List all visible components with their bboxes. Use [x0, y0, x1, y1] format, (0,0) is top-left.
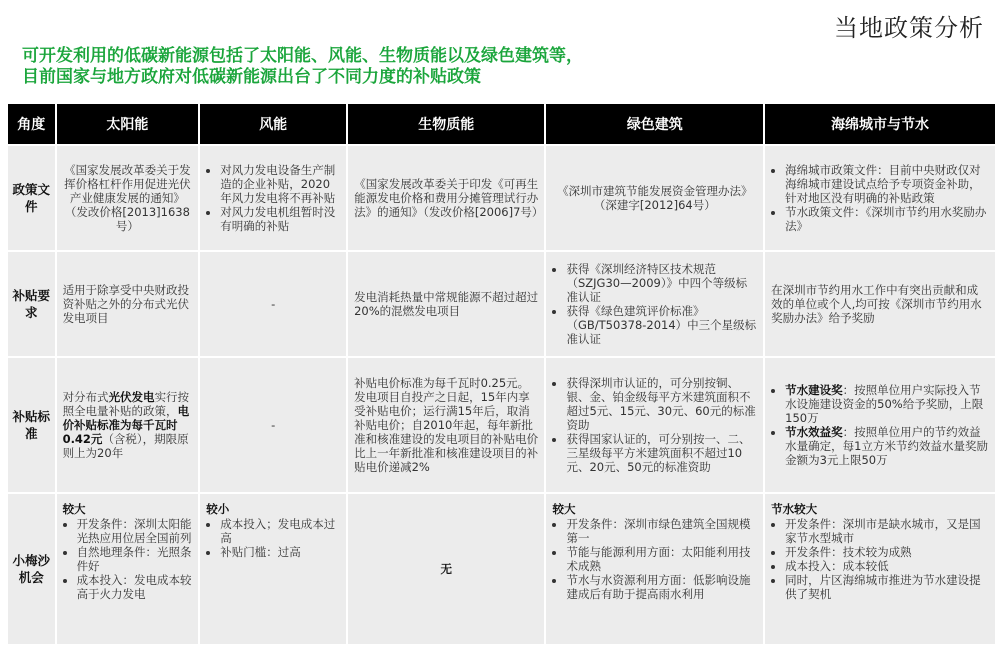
list [63, 517, 193, 601]
header-biomass: 生物质能 [348, 104, 544, 144]
table-row [8, 252, 995, 356]
row-label-opportunity: 小梅沙机会 [8, 494, 55, 644]
list-item: • 开发条件：深圳市是缺水城市，又是国家节水型城市 [785, 517, 989, 545]
cell-req-biomass: 发电消耗热量中常规能源不超过超过20%的混燃发电项目 [348, 252, 544, 356]
opportunity-level: 较小 [206, 502, 230, 516]
header-angle: 角度 [8, 104, 55, 144]
list-item: • 获得深圳市认证的，可分别按铜、银、金、铂金级每平方米建筑面积不超过5元、15元、30元、60元的标准资助 [566, 376, 757, 432]
cell-opp-solar [57, 494, 199, 644]
text-emphasis: 节水建设奖 [785, 383, 843, 397]
list-item: • 补贴门槛：过高 [220, 545, 340, 559]
list [771, 517, 989, 601]
text-emphasis: 节水效益奖 [785, 425, 843, 439]
table-header-row [8, 104, 995, 144]
cell-req-green [546, 252, 763, 356]
cell-policy-solar: 《国家发展改革委关于发挥价格杠杆作用促进光伏产业健康发展的通知》（发改价格[2013]1638号） [57, 146, 199, 250]
list-item: • 海绵城市政策文件：目前中央财政仅对海绵城市建设试点给予专项资金补助，针对地区没有明确的补贴政策 [785, 163, 989, 205]
cell-opp-sponge [765, 494, 995, 644]
cell-std-sponge [765, 358, 995, 492]
cell-std-solar [57, 358, 199, 492]
text-emphasis: 光伏发电 [108, 390, 155, 404]
cell-policy-sponge [765, 146, 995, 250]
list-item: • 成本投入：发电成本较高于火力发电 [77, 573, 193, 601]
list-item: • 开发条件：技术较为成熟 [785, 545, 989, 559]
text-part: ：按照单位用户的节约效益水量确定，每1立方米节约效益水量奖励金额为3元上限50万 [785, 425, 988, 467]
cell-opp-biomass: 无 [348, 494, 544, 644]
header-green-building: 绿色建筑 [546, 104, 763, 144]
list-item: • 获得《绿色建筑评价标准》（GB/T50378-2014）中三个星级标准认证 [566, 304, 757, 346]
list-item: • 对风力发电机组暂时没有明确的补贴 [220, 205, 340, 233]
headline [22, 46, 922, 88]
header-wind: 风能 [200, 104, 346, 144]
list-item: • 开发条件：深圳市绿色建筑全国规模第一 [566, 517, 757, 545]
list-item: • 同时，片区海绵城市推进为节水建设提供了契机 [785, 573, 989, 601]
text-part: 实行按照全电量补贴的政策， [62, 390, 190, 418]
headline-line-1: 可开发利用的低碳新能源包括了太阳能、风能、生物质能以及绿色建筑等， [22, 46, 583, 66]
cell-policy-wind [200, 146, 346, 250]
table-row [8, 358, 995, 492]
row-label-standards: 补贴标准 [8, 358, 55, 492]
list [206, 517, 340, 559]
cell-std-biomass: 补贴电价标准为每千瓦时0.25元。发电项目自投产之日起，15年内享受补贴电价；运行满15年后，取消补贴电价；自2010年起，每年新批准和核准建设的发电项目的补贴电价比上一年新批准和核准建设项目的补贴电价递减2% [348, 358, 544, 492]
cell-policy-green: 《深圳市建筑节能发展资金管理办法》（深建字[2012]64号） [546, 146, 763, 250]
opportunity-level: 较大 [552, 502, 576, 516]
list [206, 163, 340, 233]
cell-req-sponge: 在深圳市节约用水工作中有突出贡献和成效的单位或个人,均可按《深圳市节约用水奖励办法》给予奖励 [765, 252, 995, 356]
text-part: （含税），期限原则上为20年 [62, 432, 189, 460]
list-item: • 成本投入：成本较低 [785, 559, 989, 573]
list [771, 383, 989, 467]
list-item: • 自然地理条件：光照条件好 [77, 545, 193, 573]
opportunity-level: 较大 [62, 502, 86, 516]
text-part: 对分布式 [62, 390, 109, 404]
cell-opp-wind [200, 494, 346, 644]
list-item: • 节水政策文件：《深圳市节约用水奖励办法》 [785, 205, 989, 233]
list-item: • 获得国家认证的，可分别按一、二、三星级每平方米建筑面积不超过10元、20元、50元的标准资助 [566, 432, 757, 474]
list [552, 376, 757, 474]
list-item: • 开发条件：深圳太阳能光热应用位居全国前列 [77, 517, 193, 545]
list [552, 262, 757, 346]
policy-table [6, 102, 997, 646]
list-item: • 获得《深圳经济特区技术规范（SZJG30—2009）》中四个等级标准认证 [566, 262, 757, 304]
text-part: ：按照单位用户实际投入节水设施建设资金的50%给予奖励，上限150万 [785, 383, 984, 425]
row-label-requirements: 补贴要求 [8, 252, 55, 356]
list-item: • 节水与水资源利用方面：低影响设施建成后有助于提高雨水利用 [566, 573, 757, 601]
cell-opp-green [546, 494, 763, 644]
text-emphasis: 电价补贴标准为每千瓦时0.42元 [62, 404, 190, 446]
headline-line-2: 目前国家与地方政府对低碳新能源出台了不同力度的补贴政策 [22, 67, 481, 87]
cell-policy-biomass: 《国家发展改革委关于印发《可再生能源发电价格和费用分摊管理试行办法》的通知》（发改价格[2006]7号） [348, 146, 544, 250]
row-label-policy-docs: 政策文件 [8, 146, 55, 250]
page-title: 当地政策分析 [834, 14, 984, 42]
header-solar: 太阳能 [57, 104, 199, 144]
table-row [8, 146, 995, 250]
cell-std-wind: - [200, 358, 346, 492]
cell-req-wind: - [200, 252, 346, 356]
cell-std-green [546, 358, 763, 492]
header-sponge-city: 海绵城市与节水 [765, 104, 995, 144]
list-item: • 成本投入；发电成本过高 [220, 517, 340, 545]
opportunity-level: 节水较大 [771, 502, 818, 516]
list-item: • 对风力发电设备生产制造的企业补贴，2020年风力发电将不再补贴 [220, 163, 340, 205]
list [552, 517, 757, 601]
list-item [785, 425, 989, 467]
table-row [8, 494, 995, 644]
list [771, 163, 989, 233]
cell-req-solar: 适用于除享受中央财政投资补贴之外的分布式光伏发电项目 [57, 252, 199, 356]
list-item: • 节能与能源利用方面：太阳能利用技术成熟 [566, 545, 757, 573]
list-item [785, 383, 989, 425]
